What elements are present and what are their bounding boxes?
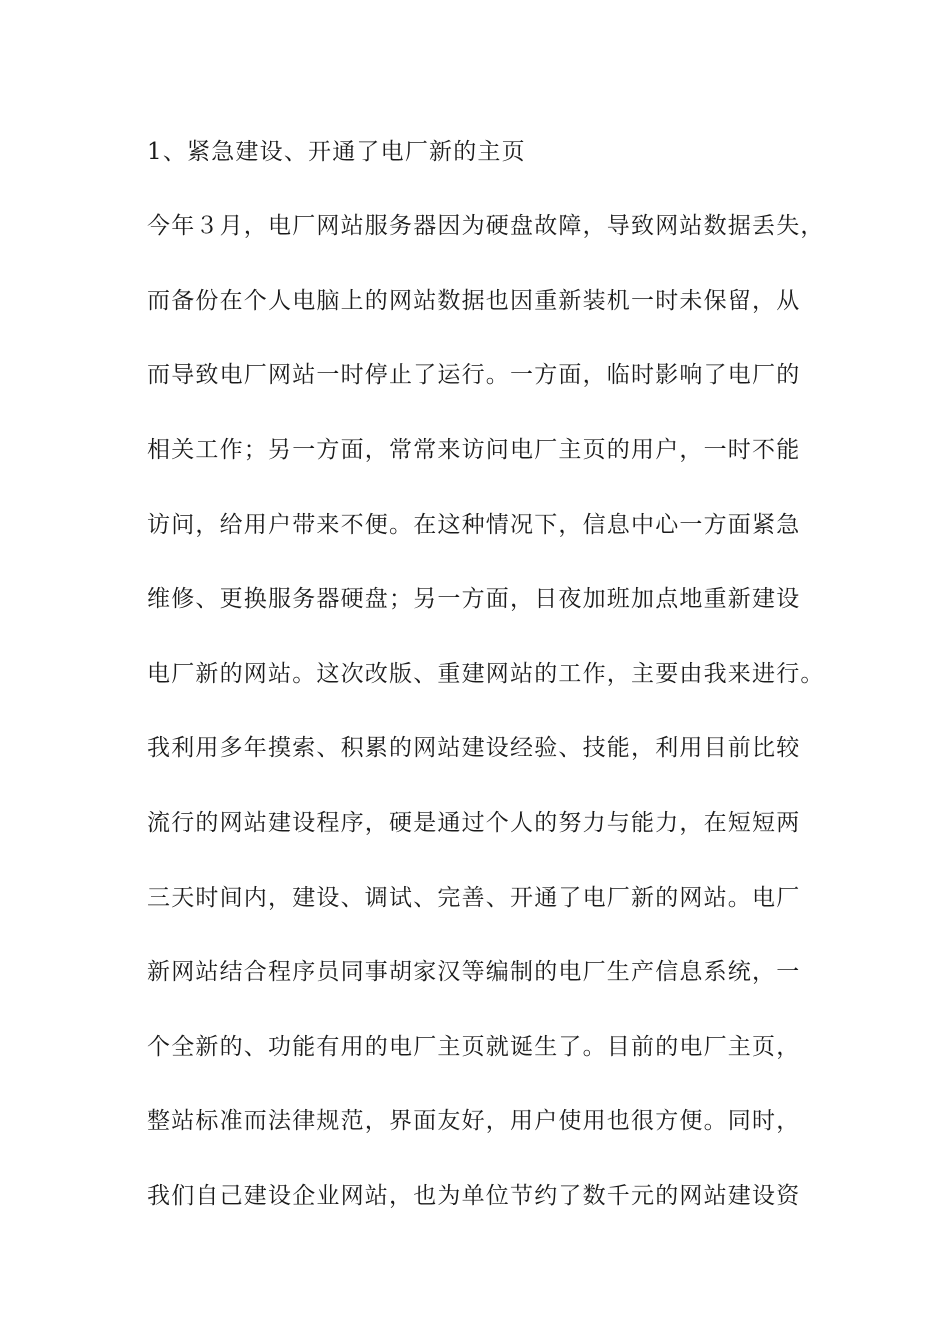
body-line: 电厂新的网站。这次改版、重建网站的工作，主要由我来进行。 [147, 661, 825, 687]
body-line: 相关工作；另一方面，常常来访问电厂主页的用户，一时不能 [147, 437, 801, 463]
body-line: 访问，给用户带来不便。在这种情况下，信息中心一方面紧急 [147, 512, 801, 538]
body-line: 新网站结合程序员同事胡家汉等编制的电厂生产信息系统，一 [147, 959, 801, 985]
body-line: 我们自己建设企业网站，也为单位节约了数千元的网站建设资 [147, 1183, 801, 1209]
body-line: 而备份在个人电脑上的网站数据也因重新装机一时未保留，从 [147, 288, 801, 314]
section-heading: 1、紧急建设、开通了电厂新的主页 [147, 139, 526, 165]
body-line: 维修、更换服务器硬盘；另一方面，日夜加班加点地重新建设 [147, 586, 801, 612]
body-line: 三天时间内，建设、调试、完善、开通了电厂新的网站。电厂 [147, 885, 801, 911]
body-line: 整站标准而法律规范，界面友好，用户使用也很方便。同时， [147, 1108, 801, 1134]
body-line: 我利用多年摸索、积累的网站建设经验、技能，利用目前比较 [147, 735, 801, 761]
body-line: 而导致电厂网站一时停止了运行。一方面，临时影响了电厂的 [147, 362, 801, 388]
body-line: 个全新的、功能有用的电厂主页就诞生了。目前的电厂主页， [147, 1034, 801, 1060]
body-line: 流行的网站建设程序，硬是通过个人的努力与能力，在短短两 [147, 810, 801, 836]
body-line: 今年３月，电厂网站服务器因为硬盘故障，导致网站数据丢失， [147, 213, 825, 239]
